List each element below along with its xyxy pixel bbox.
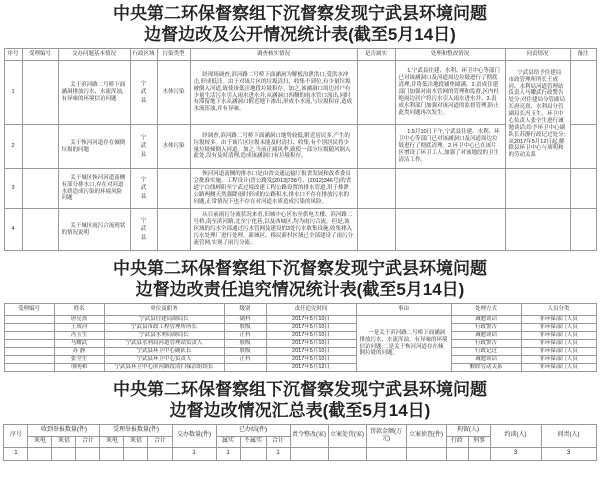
cell-name: 冯玉生 — [54, 332, 104, 340]
cell-closed-verified: 1 — [216, 448, 240, 461]
t2-h-unit: 单位及职务 — [104, 304, 224, 316]
cell-seq: 4 — [4, 209, 22, 251]
region-text: 宁武县 — [140, 176, 147, 200]
cell-pollution — [157, 169, 190, 209]
t2-h-date: 责任追究时间 — [266, 304, 356, 316]
cell-date: 2017年5月12日 — [266, 364, 356, 372]
cell-level: 股级 — [224, 348, 266, 356]
t3-h-accepted-total: 合计 — [148, 437, 172, 448]
cell-action — [395, 169, 505, 209]
t1-h-accountability: 问责情况 — [505, 49, 570, 61]
t3-h-received-phone: 来电 — [28, 437, 52, 448]
t3-h-filed: 立案处罚(家) — [328, 425, 366, 448]
t3-h-detained-admin: 行政 — [446, 437, 468, 448]
cell-level: 正科 — [224, 356, 266, 364]
cell-method: 行政警告 — [451, 340, 521, 348]
t3-h-investigated: 立案侦查(件) — [406, 425, 446, 448]
cell-level — [224, 364, 266, 372]
cell-action: 1.5月10日下午,宁武县住建、水利、环卫中心等部门已对该涵洞口及河道周边垃圾进行了彻底清理。2.环卫中心已在该片区增设了环卫工人,加强了对该地段的卫生清洁工作。 — [395, 125, 505, 169]
table-header-row — [4, 304, 596, 316]
cell-category: 非环保部门人员 — [521, 356, 596, 364]
public-status-table — [4, 48, 597, 251]
cell-action — [395, 209, 505, 251]
cell-issue: 关于城区雨污合流现状的情况说明 — [58, 209, 130, 251]
cell-accept-no — [4, 364, 54, 372]
cell-verified — [357, 169, 395, 209]
t1-h-issue: 交办问题基本情况 — [58, 49, 130, 61]
cell-accountability: 宁武县给予住建局市政管理所所长王成河、水利局河道管理站负责人马耀武行政警告处分;对住建局分管副局长唐亮熹、水利局分管副局长冯玉生、环卫中心负责人张全生进行诫勉谈话;给予环卫中心副队长苏静行政记过处分;从2017年5月12日起,解除县环卫中心与项明和的劳动关系 — [505, 61, 570, 169]
t3-h-interviewed: 约谈(人) — [490, 425, 541, 448]
cell-issue: 关于城区恢河河道南侧有部分排水口,存在对河道水质造成污染的环境风险问题 — [58, 169, 130, 209]
cell-investigation: 经现场调查,滨河路二号桥下面涵洞为解板沟泄洪口,受洪水冲击,形成低洼。由于对该片区的垃圾清扫、收集不到位,有少量垃圾被倒入河道,致使该低洼地段垃圾积存。加之,该涵洞口周边居户有少量生活污水引入雨水进水井,从涵洞口西侧的雨水管口流出,同时有滞留地下水从涵洞口附近地下渗出,形成小水流,与垃圾积存,造成水流浑浊,并有异味。 — [190, 61, 357, 125]
table-row — [4, 364, 596, 372]
cell-detained-admin — [446, 448, 468, 461]
cell-region — [130, 209, 157, 251]
t3-h-accepted: 受理举报数量(件) — [100, 425, 172, 437]
cell-interviewed: 3 — [490, 448, 541, 461]
cell-region — [130, 125, 157, 169]
cell-seq: 2 — [4, 125, 22, 169]
region-text: 宁武县 — [140, 217, 147, 241]
summary-table — [3, 424, 596, 461]
table-row — [4, 448, 596, 461]
t3-h-received-letter: 来信 — [52, 437, 76, 448]
t3-h-rectified: 责令整改(家) — [290, 425, 328, 448]
t3-h-accountable: 问责(人) — [541, 425, 596, 448]
cell-pollution: 水体污染 — [157, 125, 190, 169]
cell-accept-no — [4, 348, 54, 356]
t3-h-detained-criminal: 刑事 — [468, 437, 490, 448]
cell-accepted-letter — [124, 448, 148, 461]
cell-investigation: 经调查,滨河路二号桥下面涵洞口地势较低,附近居民多,产生的垃圾较多。由于该片区垃圾未能及时清扫、收集,有个别居民将少量垃圾倾倒入河道。加之,当前正属风季,致使一部分垃圾随风倒入此处,没有及时清理,造成该涵洞口有垃圾积存。 — [190, 125, 357, 169]
t1-h-investigation: 调查核实情况 — [190, 49, 357, 61]
table2-title-line1: 中央第二环保督察组下沉督察发现宁武县环境问题 — [113, 259, 487, 278]
table1-title-line1: 中央第二环保督察组下沉督察发现宁武县环境问题 — [113, 4, 487, 23]
cell-accepted-phone — [100, 448, 124, 461]
cell-note — [570, 209, 596, 251]
t3-h-received-total: 合计 — [76, 437, 100, 448]
table-header-row — [4, 425, 596, 437]
t3-h-detained: 拘留(人) — [446, 425, 490, 437]
cell-category: 非环保部门人员 — [521, 324, 596, 332]
cell-pollution — [157, 209, 190, 251]
table-header-row — [4, 49, 596, 61]
cell-accept-no — [4, 316, 54, 324]
t2-h-name: 姓名 — [54, 304, 104, 316]
cell-unit: 宁武县水利局河道管理站负责人 — [104, 340, 224, 348]
cell-unit: 宁武县市政工程管理所所长 — [104, 324, 224, 332]
cell-level: 股级 — [224, 340, 266, 348]
public-status-section-title — [0, 3, 600, 45]
cell-seq: 3 — [4, 169, 22, 209]
cell-accept-no — [22, 61, 58, 125]
cell-note — [570, 125, 596, 169]
table-row — [4, 209, 596, 251]
cell-seq: 1 — [4, 61, 22, 125]
cell-date: 2017年5月10日 — [266, 348, 356, 356]
table-row — [4, 61, 596, 125]
accountability-table — [4, 303, 597, 372]
t2-h-reason: 事由 — [356, 304, 451, 316]
cell-method: 诫勉谈话 — [451, 356, 521, 364]
cell-date: 2017年5月10日 — [266, 332, 356, 340]
cell-method: 诫勉谈话 — [451, 332, 521, 340]
cell-unit: 宁武县环卫中心滨河路段清扫保洁组组长 — [104, 364, 224, 372]
cell-unit: 宁武县住建局副局长 — [104, 316, 224, 324]
t1-h-seq: 序号 — [4, 49, 22, 61]
cell-date: 2017年5月10日 — [266, 316, 356, 324]
cell-accept-no — [4, 340, 54, 348]
summary-section-title — [0, 379, 600, 421]
cell-accepted-total — [148, 448, 172, 461]
cell-date: 2017年5月10日 — [266, 356, 356, 364]
table3-title-line2: 边督边改情况汇总表(截至5月14日) — [169, 401, 431, 420]
t3-h-received: 收到举报数量(件) — [28, 425, 100, 437]
cell-accept-no — [4, 356, 54, 364]
cell-date: 2017年5月10日 — [266, 324, 356, 332]
cell-investigated — [406, 448, 446, 461]
cell-date: 2017年5月10日 — [266, 340, 356, 348]
cell-accept-no — [22, 125, 58, 169]
cell-accountability — [505, 169, 570, 209]
cell-name: 苏 静 — [54, 348, 104, 356]
t1-h-accept-no: 受理编号 — [22, 49, 58, 61]
t3-h-seq: 序号 — [4, 425, 28, 448]
cell-filed — [328, 448, 366, 461]
cell-name: 王成河 — [54, 324, 104, 332]
cell-name: 项明和 — [54, 364, 104, 372]
t1-h-region: 行政区域 — [130, 49, 157, 61]
cell-fine — [366, 448, 406, 461]
cell-category: 非环保部门人员 — [521, 348, 596, 356]
t3-h-closed: 已办结(件) — [216, 425, 290, 437]
cell-region — [130, 169, 157, 209]
table1-title-line2: 边督边改及公开情况统计表(截至5月14日) — [144, 25, 456, 44]
cell-accept-no — [4, 332, 54, 340]
t3-h-closed-unverified: 不属实 — [240, 437, 266, 448]
cell-category: 非环保部门人员 — [521, 340, 596, 348]
cell-name: 唐亮熹 — [54, 316, 104, 324]
cell-closed-unverified — [240, 448, 266, 461]
cell-level: 股级 — [224, 324, 266, 332]
cell-method: 行政警告 — [451, 324, 521, 332]
cell-note — [570, 169, 596, 209]
cell-reason: 一是关于滨河路二号桥下面涵洞排放污水、水流浑浊、有异味的环境信访问题;二是关于恢河河道存在倾倒垃圾的问题。 — [356, 316, 451, 372]
cell-method: 行政记过 — [451, 348, 521, 356]
t1-h-note: 备注 — [570, 49, 596, 61]
t2-h-accept-no: 受理编号 — [4, 304, 54, 316]
cell-verified — [357, 125, 395, 169]
cell-unit: 宁武县环卫中心副队长 — [104, 348, 224, 356]
t3-h-closed-total: 合计 — [266, 437, 290, 448]
cell-category: 非环保部门人员 — [521, 316, 596, 324]
table-row — [4, 348, 596, 356]
t2-h-method: 处理方式 — [451, 304, 521, 316]
cell-unit: 宁武县环卫中心负责人 — [104, 356, 224, 364]
table-row — [4, 356, 596, 364]
cell-name: 马耀武 — [54, 340, 104, 348]
cell-issue: 关于滨河路二号桥下面涵洞排放污水、水流浑浊,有异味的环境信访问题 — [58, 61, 130, 125]
table-row — [4, 169, 596, 209]
t3-h-fine: 罚款金额(万元) — [366, 425, 406, 448]
cell-investigation: 从目前雨污分流状况来看,旧城中心区东至供电大楼、滨河路二号桥,南至滨河路,北至宁化巷,以及西城区,均为雨污合流。但是,该区域的污水全部通过污水管网及建设的3处污水收集设施,收集排入污水处理厂进行处理。新城区、移民新村区域已全部建设了雨污分流管网,实现了雨污分流。 — [190, 209, 357, 251]
cell-region — [130, 61, 157, 125]
cell-rectified — [290, 448, 328, 461]
t2-h-category: 人员分类 — [521, 304, 596, 316]
t1-h-action: 处理和整改情况 — [395, 49, 505, 61]
table-row — [4, 340, 596, 348]
t3-h-closed-verified: 属实 — [216, 437, 240, 448]
cell-closed-total: 1 — [266, 448, 290, 461]
cell-received-letter — [52, 448, 76, 461]
cell-accept-no — [4, 324, 54, 332]
cell-seq: 1 — [4, 448, 28, 461]
table3-title-line1: 中央第二环保督察组下沉督察发现宁武县环境问题 — [113, 380, 487, 399]
t3-h-accepted-phone: 来电 — [100, 437, 124, 448]
cell-level: 副科 — [224, 316, 266, 324]
cell-unit: 宁武县水利局副局长 — [104, 332, 224, 340]
cell-category: 非环保部门人员 — [521, 364, 596, 372]
cell-accountable: 3 — [541, 448, 596, 461]
t3-h-accepted-letter: 来信 — [124, 437, 148, 448]
t1-h-pollution: 污染类型 — [157, 49, 190, 61]
accountability-section-title — [0, 258, 600, 300]
table-row — [4, 324, 596, 332]
cell-received-phone — [28, 448, 52, 461]
cell-verified — [357, 61, 395, 125]
region-text: 宁武县 — [140, 134, 147, 158]
cell-method: 诫勉谈话 — [451, 316, 521, 324]
cell-pollution: 水体污染 — [157, 61, 190, 125]
cell-accountability — [505, 209, 570, 251]
cell-received-total — [76, 448, 100, 461]
t3-h-assigned: 交办数量(件) — [172, 425, 216, 448]
cell-detained-criminal — [468, 448, 490, 461]
table2-title-line2: 边督边改责任追究情况统计表(截至5月14日) — [135, 280, 465, 299]
cell-method: 解除劳动关系 — [451, 364, 521, 372]
cell-issue: 关于恢河河道存在倾倒垃圾的问题 — [58, 125, 130, 169]
t1-h-verified: 是否属实 — [357, 49, 395, 61]
cell-category: 非环保部门人员 — [521, 332, 596, 340]
table-row — [4, 332, 596, 340]
cell-accept-no — [22, 209, 58, 251]
t2-h-level: 级别 — [224, 304, 266, 316]
region-text: 宁武县 — [140, 80, 147, 104]
cell-accept-no — [22, 169, 58, 209]
cell-verified — [357, 209, 395, 251]
table-row — [4, 316, 596, 324]
cell-investigation: 恢河河道南侧的排水口是由省交通运输厅报省发展和改革委员会批准实施、工程设计(晋公路发[2013]738号、(2012)346号)的省道宁白线崞阳至宁武过境改建工程公路设置的排水管道,用于排泄公路两侧天然强降雨时形成的公路积水,排水口不存在排放污水的问题,正常情况下也不存在对河道水质造成污染的风险。 — [190, 169, 357, 209]
cell-note — [570, 61, 596, 125]
cell-level: 正科 — [224, 332, 266, 340]
cell-assigned: 1 — [172, 448, 216, 461]
cell-name: 张全生 — [54, 356, 104, 364]
cell-action: 1.宁武县住建、水利、环卫中心等部门已对该涵洞口及河道周边垃圾进行了彻底清理,并将低洼地段铺垫圆满。2.责成住建部门加强对雨水管网的管理和监督,区内杜绝周边居户将污水引入雨水进水井。3.责成水利部门加强对该河道的监督管理,防止此类问题再次发生。 — [395, 61, 505, 125]
